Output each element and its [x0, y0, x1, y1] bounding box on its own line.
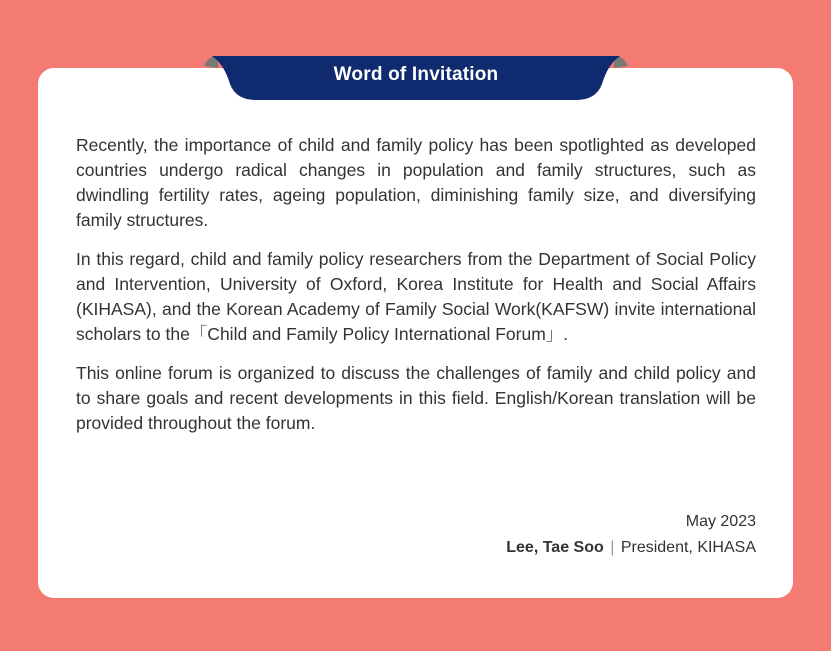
signature-block — [506, 509, 756, 561]
signature-date: May 2023 — [685, 513, 756, 530]
paragraph: This online forum is organized to discuss the challenges of family and child policy and to share goals and recent developments in this field. English/Korean translation will be provided throughout the forum. — [76, 363, 756, 433]
page-title: Word of Invitation — [333, 64, 499, 85]
header-tab — [204, 56, 628, 102]
signature-separator: | — [610, 539, 615, 556]
signature-name: Lee, Tae Soo — [506, 539, 604, 556]
signature-line — [506, 535, 756, 561]
paragraph: In this regard, child and family policy researchers from the Department of Social Policy and Intervention, University of Oxford, Korea Institute for Health and Social Affairs (KIHASA), and the Korean Academy of Family Social Work(KAFSW) invite international scholars to the「Child and Family Policy International Forum」. — [76, 249, 756, 344]
signature-title: President, KIHASA — [620, 539, 756, 556]
letter-body — [76, 133, 756, 450]
paragraph: Recently, the importance of child and family policy has been spotlighted as developed countries undergo radical changes in population and family structures, such as dwindling fertility rates, ageing population, diminishing family size, and diversifying family structures. — [76, 135, 756, 230]
